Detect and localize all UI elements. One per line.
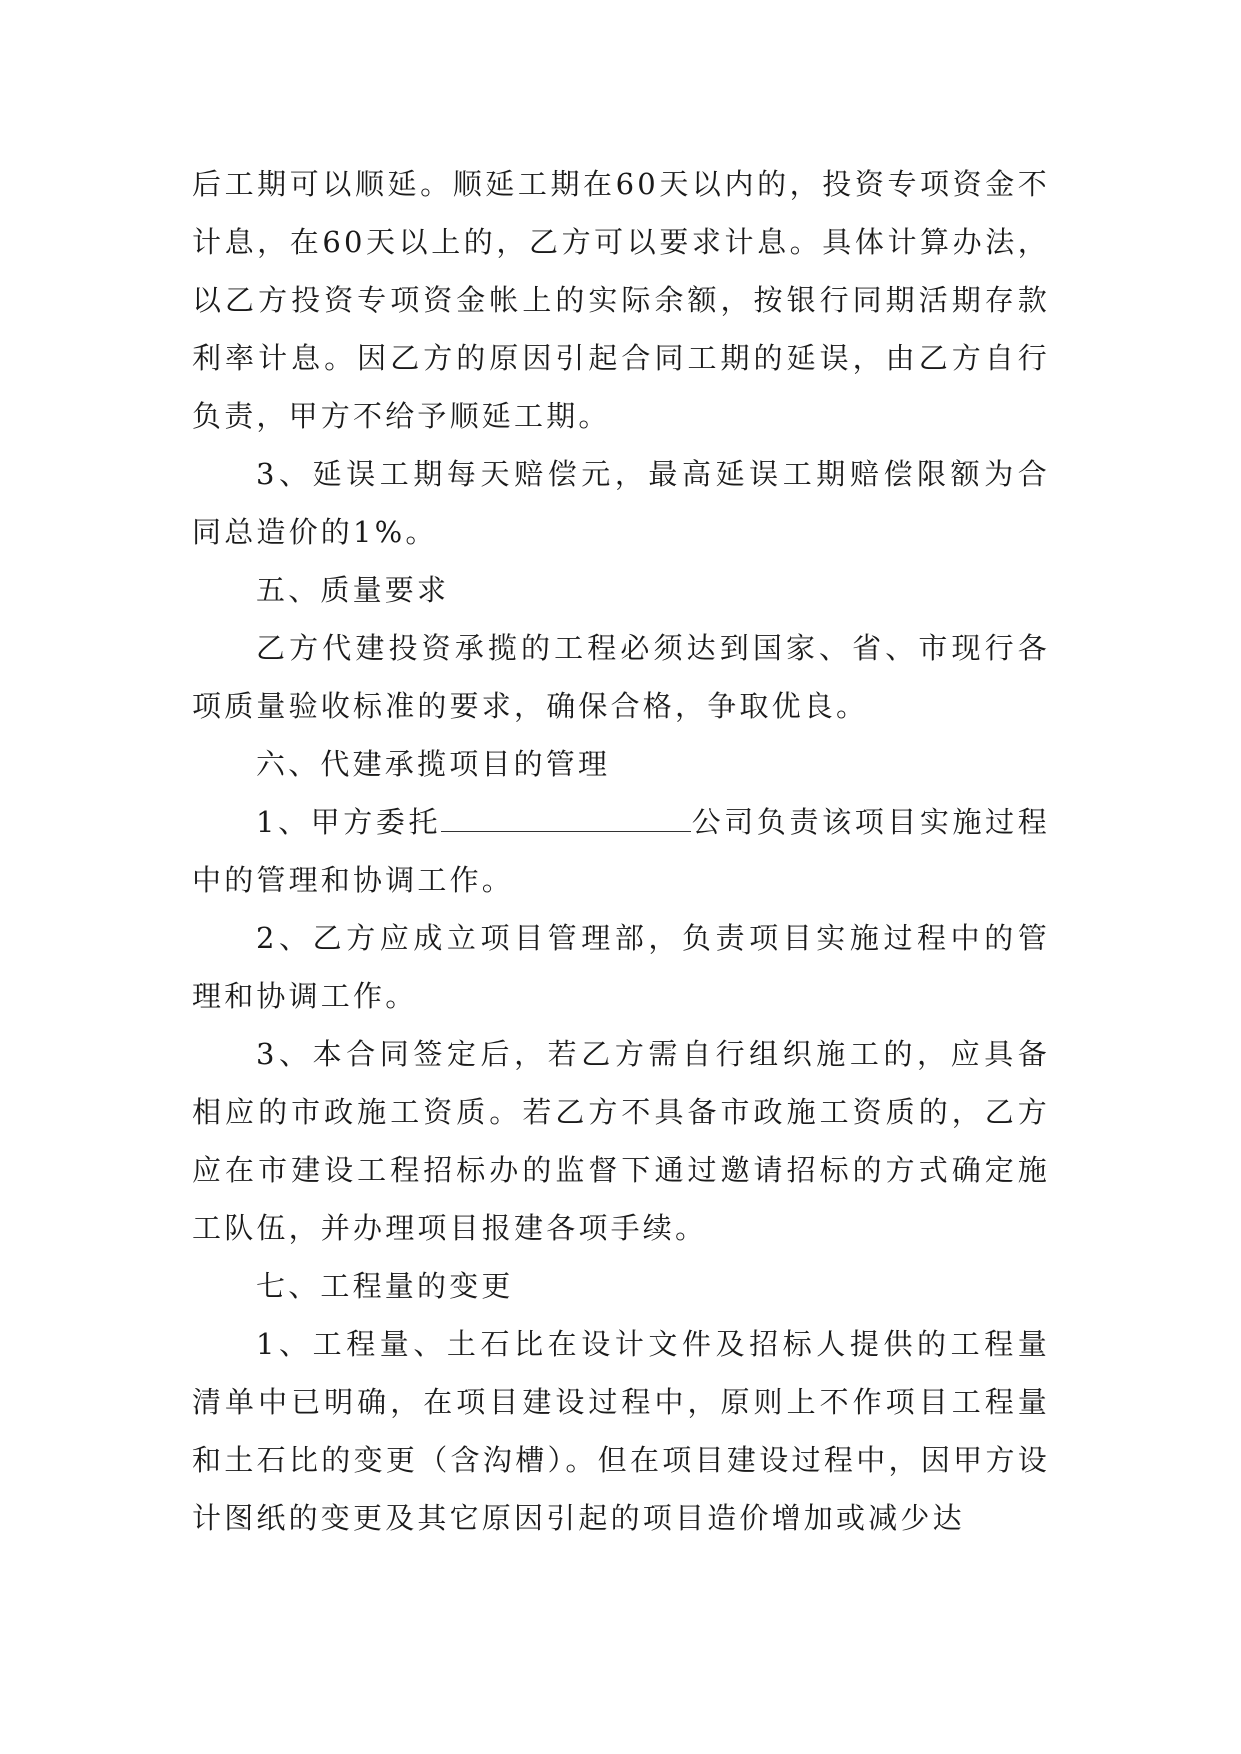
paragraph-schedule-extension: 后工期可以顺延。顺延工期在60天以内的，投资专项资金不计息，在60天以上的，乙方可以要求计息。具体计算办法，以乙方投资专项资金帐上的实际余额，按银行同期活期存款利率计息。因乙方的原因引起合同工期的延误，由乙方自行负责，甲方不给予顺延工期。 [192,167,1050,433]
document-body [192,155,1050,1547]
company-name-blank [441,801,691,832]
paragraph-quantity-change: 1、工程量、土石比在设计文件及招标人提供的工程量清单中已明确，在项目建设过程中，原则上不作项目工程量和土石比的变更（含沟槽）。但在项目建设过程中，因甲方设计图纸的变更及其它原因引起的项目造价增加或减少达 [192,1327,1050,1535]
section-heading-quality: 五、质量要求 [256,573,450,607]
paragraph-entrust-company [192,793,1050,909]
paragraph-project-dept: 2、乙方应成立项目管理部，负责项目实施过程中的管理和协调工作。 [192,921,1050,1013]
section-heading-quantity-change: 七、工程量的变更 [256,1269,514,1303]
entrust-text-before: 1、甲方委托 [256,805,442,839]
section-heading-management: 六、代建承揽项目的管理 [256,747,611,781]
entrust-text-after: 公司负责该项目实施过程中的管理和协调工作。 [192,805,1050,897]
paragraph-delay-compensation: 3、延误工期每天赔偿元，最高延误工期赔偿限额为合同总造价的1%。 [192,457,1050,549]
paragraph-construction-qualification: 3、本合同签定后，若乙方需自行组织施工的，应具备相应的市政施工资质。若乙方不具备市政施工资质的，乙方应在市建设工程招标办的监督下通过邀请招标的方式确定施工队伍，并办理项目报建各项手续。 [192,1037,1050,1245]
paragraph-quality-requirement: 乙方代建投资承揽的工程必须达到国家、省、市现行各项质量验收标准的要求，确保合格，争取优良。 [192,631,1050,723]
